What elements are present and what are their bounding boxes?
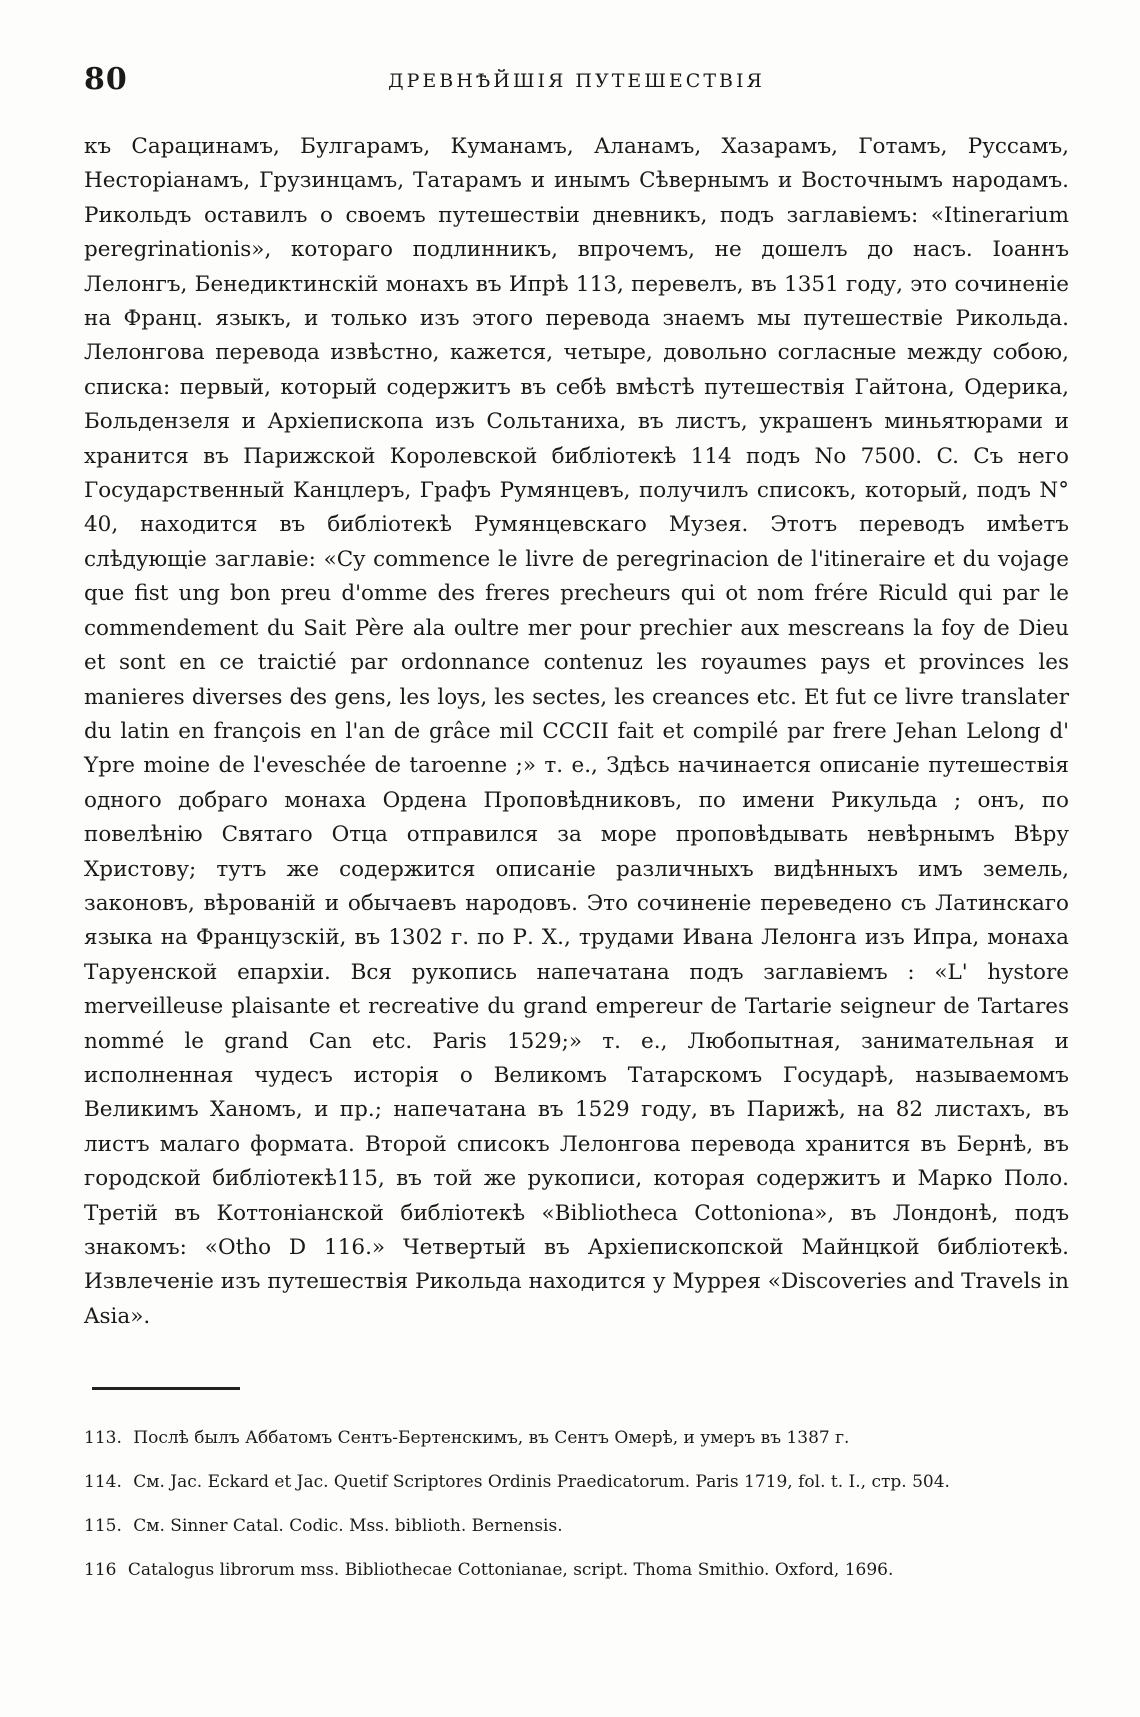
footnote-number: 113. bbox=[84, 1428, 122, 1448]
page-header bbox=[84, 62, 1069, 106]
footnote-113 bbox=[84, 1423, 1069, 1454]
footnote-text: Послѣ былъ Аббатомъ Сентъ-Бертенскимъ, въ Сентъ Омерѣ, и умеръ въ 1387 г. bbox=[133, 1428, 850, 1448]
footnote-separator bbox=[92, 1387, 240, 1390]
body-paragraph: къ Сарацинамъ, Булгарамъ, Куманамъ, Аланамъ, Хазарамъ, Готамъ, Руссамъ, Несторiанамъ, Грузинцамъ, Татарамъ и инымъ Сѣвернымъ и Восточнымъ народамъ. Рикольдъ оставилъ о своемъ путешествiи дневникъ, подъ заглавiемъ: «Itinerarium peregrinationis», котораго подлинникъ, впрочемъ, не дошелъ до насъ. Iоаннъ Лелонгъ, Бенедиктинскiй монахъ въ Ипрѣ 113, перевелъ, въ 1351 году, это сочиненiе на Франц. языкъ, и только изъ этого перевода знаемъ мы путешествiе Рикольда. Лелонгова перевода извѣстно, кажется, четыре, довольно согласные между собою, списка: первый, который содержитъ въ себѣ вмѣстѣ путешествiя Гайтона, Одерика, Больдензеля и Архiепископа изъ Сольтаниха, въ листъ, украшенъ миньятюрами и хранится въ Парижской Королевской библiотекѣ 114 подъ No 7500. C. Съ него Государственный Канцлеръ, Графъ Румянцевъ, получилъ списокъ, который, подъ N° 40, находится въ библiотекѣ Румянцевскаго Музея. Этотъ переводъ имѣетъ слѣдующiе заглавiе: «Cy commence le livre de peregrinacion de l'itineraire et du vojage que fist ung bon preu d'omme des freres precheurs qui ot nom frére Riculd qui par le commendement du Sait Père ala oultre mer pour prechier aux mescreans la foy de Dieu et sont en ce traictié par ordonnance contenuz les royaumes pays et provinces les manieres diverses des gens, les loys, les sectes, les creances etc. Et fut ce livre translater du latin en françois en l'an de grâce mil CCCII fait et compilé par frere Jehan Lelong d' Ypre moine de l'eveschée de taroenne ;» т. е., Здѣсь начинается описанiе путешествiя одного добраго монаха Ордена Проповѣдниковъ, по имени Рикульда ; онъ, по повелѣнiю Святаго Отца отправился за море проповѣдывать невѣрнымъ Вѣру Христову; тутъ же содержится описанiе различныхъ видѣнныхъ имъ земель, законовъ, вѣрованiй и обычаевъ народовъ. Это сочиненiе переведено съ Латинскаго языка на Французскiй, въ 1302 г. по Р. Х., трудами Ивана Лелонга изъ Ипра, монаха Таруенской епархiи. Вся рукопись напечатана подъ заглавiемъ : «L' hystore merveilleuse plaisante et recreative du grand empereur de Tartarie seigneur de Tartares nommé le grand Can etc. Paris 1529;» т. е., Любопытная, занимательная и исполненная чудесъ исторiя о Великомъ Татарскомъ Государѣ, называемомъ Великимъ Ханомъ, и пр.; напечатана въ 1529 году, въ Парижѣ, на 82 листахъ, въ листъ малаго формата. Второй списокъ Лелонгова перевода хранится въ Бернѣ, въ городской библiотекѣ115, въ той же рукописи, которая содержитъ и Марко Поло. Третiй въ Коттонiанской библiотекѣ «Bibliotheca Cottoniona», въ Лондонѣ, подъ знакомъ: «Otho D 116.» Четвертый въ Архiепископской Майнцкой библiотекѣ. Извлеченiе изъ путешествiя Рикольда находится у Муррея «Discoveries and Travels in Asia». bbox=[84, 134, 1069, 1329]
main-text bbox=[84, 130, 1069, 1334]
footnote-number: 114. bbox=[84, 1472, 122, 1492]
footnote-text: См. Jac. Eckard et Jac. Quetif Scriptores Ordinis Praedicatorum. Paris 1719, fol. t. I., стр. 504. bbox=[133, 1472, 950, 1492]
footnote-number: 115. bbox=[84, 1516, 122, 1536]
footnote-text: См. Sinner Catal. Codic. Mss. biblioth. Bernensis. bbox=[133, 1516, 563, 1536]
footnotes bbox=[84, 1423, 1069, 1599]
footnote-text: Catalogus librorum mss. Bibliothecae Cottonianae, script. Thoma Smithio. Oxford, 1696. bbox=[127, 1560, 894, 1580]
footnote-116 bbox=[84, 1555, 1069, 1586]
running-title: ДРЕВНѢЙШIЯ ПУТЕШЕСТВIЯ bbox=[388, 70, 765, 92]
footnote-115 bbox=[84, 1511, 1069, 1542]
page-number: 80 bbox=[84, 62, 128, 97]
footnote-number: 116 bbox=[84, 1560, 117, 1580]
footnote-114 bbox=[84, 1467, 1069, 1498]
